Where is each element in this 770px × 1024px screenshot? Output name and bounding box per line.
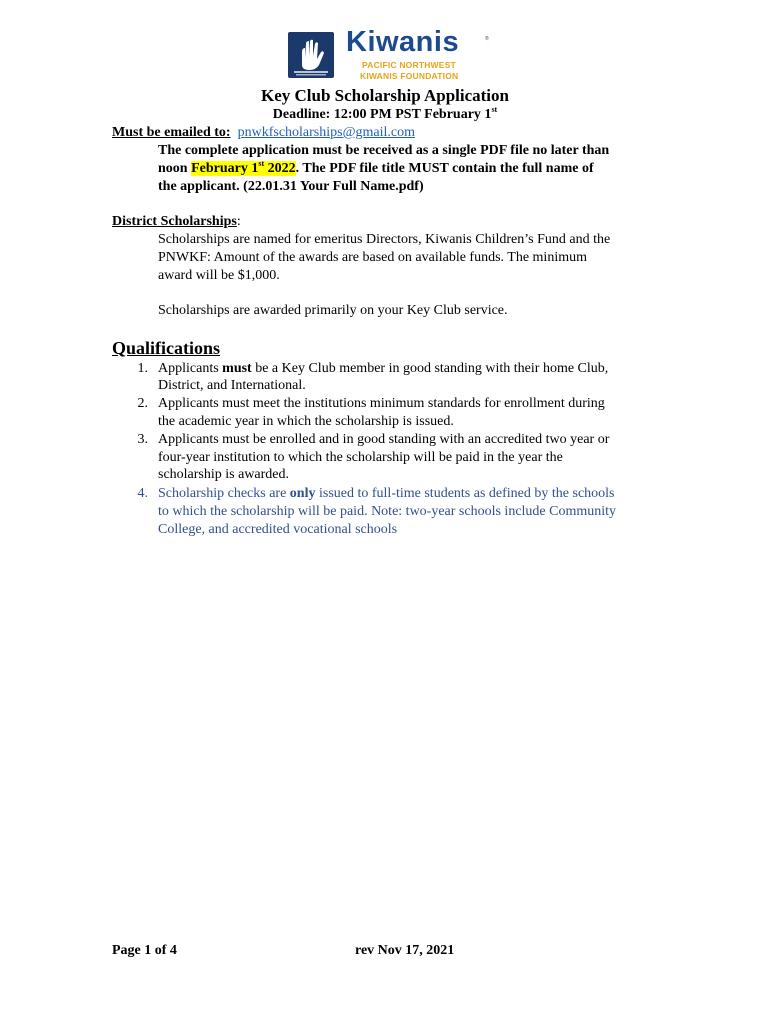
qual-item-4-line1	[158, 486, 615, 502]
trademark-symbol: ®	[485, 36, 489, 42]
page-number: Page 1 of 4	[112, 943, 177, 958]
deadline-sup: st	[491, 105, 498, 114]
qual-item-2-number: 2.	[137, 396, 148, 411]
qual-item-4-number: 4.	[137, 486, 148, 501]
district-colon: :	[236, 214, 241, 229]
district-para2: Scholarships are awarded primarily on your Key Club service.	[158, 303, 508, 318]
qual-item-1-post: be a Key Club member in good standing with their home Club,	[251, 361, 609, 376]
logo-subtitle-region: PACIFIC NORTHWEST	[362, 60, 456, 70]
kiwanis-hand-emblem-icon	[288, 32, 334, 78]
email-line	[112, 125, 415, 141]
qual-item-1-bold: must	[222, 361, 252, 376]
instructions-line-2-post: . The PDF file title MUST contain the full name of	[295, 161, 594, 176]
highlighted-date-b: 2022	[264, 161, 296, 176]
deadline-text: Deadline: 12:00 PM PST February 1	[272, 107, 492, 122]
qual-item-4-bold: only	[289, 486, 316, 501]
logo-subtitle-foundation: KIWANIS FOUNDATION	[360, 71, 459, 81]
qual-item-1-pre: Applicants	[158, 361, 223, 376]
qual-item-3-line2: four-year institution to which the scholarship will be paid in the year the	[158, 450, 563, 465]
qual-item-3-line1: Applicants must be enrolled and in good standing with an accredited two year or	[158, 432, 610, 447]
qual-item-4-post: issued to full-time students as defined by the schools	[315, 486, 615, 501]
kiwanis-logo	[288, 26, 498, 82]
document-title: Key Club Scholarship Application	[261, 86, 509, 105]
highlighted-date-sup: st	[258, 159, 265, 168]
district-para1-line2: PNWKF: Amount of the awards are based on available funds. The minimum	[158, 250, 587, 265]
qual-item-2-line1: Applicants must meet the institutions minimum standards for enrollment during	[158, 396, 605, 411]
highlighted-date	[191, 161, 296, 176]
district-para1-line1: Scholarships are named for emeritus Directors, Kiwanis Children’s Fund and the	[158, 232, 611, 247]
qual-item-4-line3: College, and accredited vocational schools	[158, 522, 398, 537]
qual-item-3-line3: scholarship is awarded.	[158, 467, 290, 482]
instructions-line-2	[158, 161, 594, 177]
qual-item-1-number: 1.	[137, 361, 148, 376]
highlighted-date-a: February 1	[191, 161, 259, 176]
instructions-line-3: the applicant. (22.01.31 Your Full Name.pdf)	[158, 179, 424, 194]
kiwanis-wordmark: Kiwanis	[346, 26, 460, 58]
email-label: Must be emailed to:	[112, 125, 231, 140]
district-para1-line3: award will be $1,000.	[158, 268, 280, 283]
qual-item-4-pre: Scholarship checks are	[158, 486, 290, 501]
instructions-line-1: The complete application must be received as a single PDF file no later than	[158, 143, 610, 158]
district-label: District Scholarships	[112, 214, 237, 229]
district-heading	[112, 214, 241, 230]
deadline-line	[0, 107, 770, 123]
email-link[interactable]: pnwkfscholarships@gmail.com	[237, 125, 415, 140]
qual-item-1-line1	[158, 361, 608, 377]
qual-item-2-line2: the academic year in which the scholarship is issued.	[158, 414, 454, 429]
qual-item-4-line2: to which the scholarship will be paid. Note: two-year schools include Community	[158, 504, 617, 519]
instructions-line-2-pre: noon	[158, 161, 192, 176]
qual-item-3-number: 3.	[137, 432, 148, 447]
qual-item-1-line2: District, and International.	[158, 378, 306, 393]
revision-date: rev Nov 17, 2021	[355, 943, 455, 958]
qualifications-heading: Qualifications	[112, 338, 221, 358]
